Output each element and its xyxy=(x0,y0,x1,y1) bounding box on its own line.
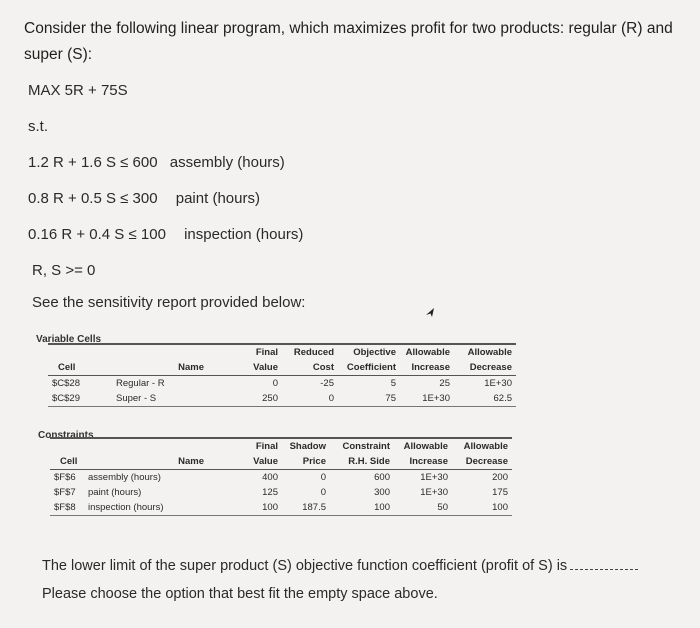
header-cell: Reduced xyxy=(282,344,338,360)
allowable-decrease: 1E+30 xyxy=(484,378,512,389)
shadow-price: 0 xyxy=(320,487,326,498)
final-value: 100 xyxy=(208,500,282,516)
header-cell: Allowable xyxy=(454,344,516,360)
header-cell: Decrease xyxy=(452,454,512,470)
table-row xyxy=(50,500,512,516)
header-cell: Value xyxy=(208,360,282,376)
header-cell: Name xyxy=(112,360,208,376)
header-cell: Decrease xyxy=(454,360,516,376)
shadow-price: 187.5 xyxy=(282,500,330,516)
constraint-label: inspection (hours) xyxy=(184,226,304,243)
cell-name: paint (hours) xyxy=(88,487,142,498)
cell-name: assembly (hours) xyxy=(88,472,161,483)
rh-side: 100 xyxy=(330,500,394,516)
table-header-row xyxy=(48,360,516,376)
allowable-increase: 25 xyxy=(439,378,450,389)
table-header-row xyxy=(50,454,512,470)
header-cell: Allowable xyxy=(452,438,512,454)
constraints-title: Constraints xyxy=(38,430,94,441)
header-cell: Increase xyxy=(394,454,452,470)
constraint-assembly xyxy=(28,154,285,171)
constraint-expr: 0.8 R + 0.5 S ≤ 300 xyxy=(28,190,158,207)
final-value: 0 xyxy=(272,378,278,389)
header-cell xyxy=(112,344,208,360)
cell-ref: $F$8 xyxy=(50,500,84,516)
objective-coefficient: 75 xyxy=(338,391,400,407)
header-cell: Price xyxy=(282,454,330,470)
question-prompt xyxy=(42,558,638,574)
mouse-cursor-icon xyxy=(424,306,438,320)
constraint-label: assembly (hours) xyxy=(169,154,285,171)
cell-name: Regular - R xyxy=(116,378,165,389)
allowable-decrease: 175 xyxy=(492,487,508,498)
rh-side: 300 xyxy=(374,487,390,498)
header-cell: Allowable xyxy=(394,438,452,454)
see-report-text: See the sensitivity report provided below: xyxy=(32,294,306,311)
allowable-increase: 1E+30 xyxy=(420,472,448,483)
header-cell: Allowable xyxy=(400,344,454,360)
allowable-increase: 50 xyxy=(394,500,452,516)
cell-ref: $F$7 xyxy=(54,487,76,498)
allowable-decrease: 62.5 xyxy=(454,391,516,407)
variable-cells-table xyxy=(48,343,516,407)
header-cell: Increase xyxy=(400,360,454,376)
prompt-text: The lower limit of the super product (S) objective function coefficient (profit of S) is xyxy=(42,558,568,574)
constraint-label: paint (hours) xyxy=(175,190,260,207)
final-value: 400 xyxy=(262,472,278,483)
final-value: 125 xyxy=(262,487,278,498)
header-cell: Cost xyxy=(282,360,338,376)
header-cell: Constraint xyxy=(330,438,394,454)
header-cell: Final xyxy=(208,438,282,454)
allowable-increase: 1E+30 xyxy=(420,487,448,498)
cell-ref: $C$29 xyxy=(48,391,112,407)
header-cell xyxy=(48,344,112,360)
rh-side: 600 xyxy=(374,472,390,483)
objective-function: MAX 5R + 75S xyxy=(28,82,128,99)
constraint-inspection xyxy=(28,226,303,243)
cell-name: Super - S xyxy=(112,391,208,407)
header-cell xyxy=(84,438,208,454)
shadow-price: 0 xyxy=(320,472,326,483)
constraints-table xyxy=(50,437,512,516)
table-row xyxy=(50,485,512,500)
header-cell: Name xyxy=(84,454,208,470)
allowable-increase: 1E+30 xyxy=(400,391,454,407)
header-cell: Shadow xyxy=(282,438,330,454)
header-cell xyxy=(50,438,84,454)
constraint-expr: 1.2 R + 1.6 S ≤ 600 xyxy=(28,154,158,171)
header-cell: Value xyxy=(208,454,282,470)
allowable-decrease: 200 xyxy=(492,472,508,483)
table-row xyxy=(50,470,512,486)
instruction-text: Please choose the option that best fit the empty space above. xyxy=(42,586,438,602)
reduced-cost: -25 xyxy=(320,378,334,389)
header-cell: R.H. Side xyxy=(330,454,394,470)
constraint-expr: 0.16 R + 0.4 S ≤ 100 xyxy=(28,226,166,243)
cell-ref: $F$6 xyxy=(54,472,76,483)
header-cell: Coefficient xyxy=(338,360,400,376)
objective-coefficient: 5 xyxy=(390,378,396,389)
header-cell: Cell xyxy=(50,454,84,470)
header-cell: Cell xyxy=(48,360,112,376)
answer-blank[interactable] xyxy=(570,569,638,570)
table-header-row xyxy=(48,344,516,360)
nonnegativity: R, S >= 0 xyxy=(32,262,96,279)
header-cell: Objective xyxy=(338,344,400,360)
reduced-cost: 0 xyxy=(282,391,338,407)
question-intro: Consider the following linear program, which maximizes profit for two products: regular (R) and super (S): xyxy=(24,20,673,63)
table-row xyxy=(48,391,516,407)
cell-name: inspection (hours) xyxy=(84,500,208,516)
allowable-decrease: 100 xyxy=(452,500,512,516)
header-cell: Final xyxy=(208,344,282,360)
cell-ref: $C$28 xyxy=(52,378,80,389)
subject-to-label: s.t. xyxy=(28,118,49,135)
variable-cells-title: Variable Cells xyxy=(36,334,102,345)
table-row xyxy=(48,376,516,392)
constraint-paint xyxy=(28,190,260,207)
table-header-row xyxy=(50,438,512,454)
final-value: 250 xyxy=(208,391,282,407)
